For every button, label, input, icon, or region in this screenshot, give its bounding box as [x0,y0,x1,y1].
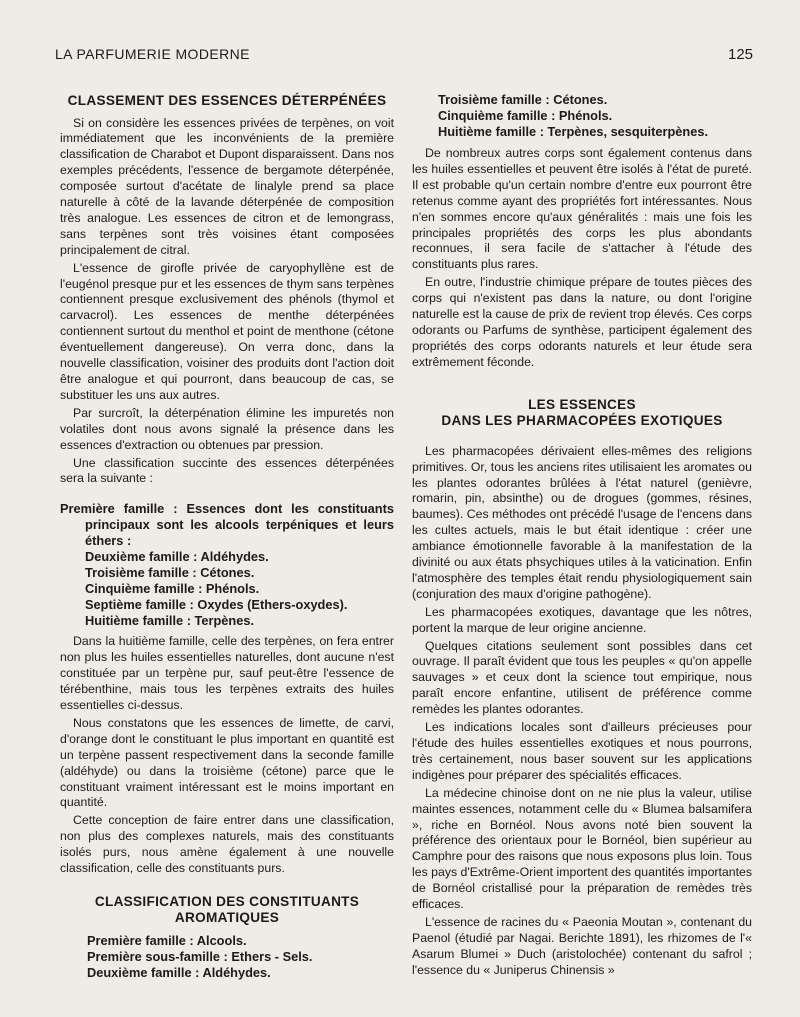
paragraph: En outre, l'industrie chimique prépare de toutes pièces des corps qui n'existent pas dans la nature, ou dont l'origine naturelle est la cause de prix de revient trop élevés. Ces corps odorants ou Parfums de synthèse, participent également des propriétés des corps odorants naturels et leur étude sera extrêmement féconde. [412,275,752,369]
paragraph: Les pharmacopées exotiques, davantage que les nôtres, portent la marque de leur origine ancienne. [412,604,752,635]
paragraph: Par surcroît, la déterpénation élimine les impuretés non volatiles dont nous avons signalé la présence dans les essences d'extraction ou obtenues par pression. [60,405,394,452]
right-column [412,92,752,981]
paragraph: De nombreux autres corps sont également contenus dans les huiles essentielles et peuvent être isolés à l'état de pureté. Il est probable qu'un certain nombre d'entre eux pourront être retenus comme ayant des propriétés fort intéressantes. Nous n'en sommes encore qu'aux généralités : mais une fois les principales propriétés des corps les plus abondants reconnues, il sera facile de s'attacher à l'étude des constituants plus rares. [412,146,752,272]
paragraph: Dans la huitième famille, celle des terpènes, on fera entrer non plus les huiles essentielles naturelles, dont aucune n'est constituée par un terpène pur, sauf peut-être l'essence de térébenthine, mais tous les terpènes extraits des huiles essentielles ci-dessus. [60,634,394,712]
paragraph: Nous constatons que les essences de limette, de carvi, d'orange dont le constituant le plus important en quantité est un terpène passent respectivement dans la seconde famille (aldéhyde) ou dans la troisième (cétone) parce que le constituant vraiment intéressant est le moins important en quantité. [60,715,394,810]
family-list-continued [412,92,752,140]
paragraph: Si on considère les essences privées de terpènes, on voit immédiatement que les inconvénients de la première classification de Charabot et Dupont disparaissent. Dans nos exemples précédents, l'essence de bergamote déterpénée, composée surtout d'acétate de linalyle prend sa place naturelle à côté de la lavande déterpénée de composition très analogue. Les essences de citron et de lemongrass, sans terpènes sont très voisines étant composées principalement de citral. [60,115,394,257]
left-column [60,93,394,981]
page-number: 125 [728,46,754,63]
paragraph: L'essence de racines du « Paeonia Moutan », contenant du Paenol (étudié par Nagai. Berichte 1891), les rhizomes de l'« Asarum Blumei » Duch (aristolochée) contenant du safrol ; l'essence du « Juniperus Chinensis » [412,914,752,977]
family-item: Première famille : Alcools. [87,932,247,948]
family-item: Septième famille : Oxydes (Ethers-oxydes). [85,597,348,613]
paragraph: Quelques citations seulement sont possibles dans cet ouvrage. Il paraît évident que tous les peuples « qu'on appelle sauvages » et ceux dont la science tout empirique, nous paraît encore enfantine, utilisent de préférence comme remèdes les plantes odorantes. [412,638,752,717]
family-item: Troisième famille : Cétones. [438,92,608,107]
heading-classification: CLASSIFICATION DES CONSTITUANTS AROMATIQUES [94,893,360,926]
family-item: Deuxième famille : Aldéhydes. [87,964,271,980]
family-list-deterpenated [60,501,394,629]
paragraph: La médecine chinoise dont on ne nie plus la valeur, utilise maintes essences, notamment celle du « Blumea balsamifera », riche en Bornéol. Nous avons noté bien souvent la préférence des orientaux pour le Bornéol, bien supérieur au Camphre pour des raisons que nous exposons plus loin. Tous les pays d'Extrême-Orient importent des quantités importantes de Bornéol cristallisé pour la préparation de remèdes très efficaces. [412,785,752,912]
heading-classement: CLASSEMENT DES ESSENCES DÉTERPÉNÉES [67,93,387,108]
running-title: LA PARFUMERIE MODERNE [55,46,250,62]
family-item: Première famille : Essences dont les constituants principaux sont les alcools terpéniques et leurs éthers : [60,501,394,549]
paragraph: L'essence de girofle privée de caryophyllène est de l'eugénol presque pur et les essences de thym sans terpènes contiennent presque exclusivement des phénols (thymol et carvacrol). Les essences de menthe déterpénées contiennent surtout du menthol et point de menthone (cétone éventuellement dangereuse). On verra donc, dans la nouvelle classification, voisiner des produits dont l'action doit être analogue et qui pourront, dans beaucoup de cas, se substituer les uns aux autres. [60,260,394,402]
heading-pharmacopees: LES ESSENCES DANS LES PHARMACOPÉES EXOTIQUES [441,396,723,429]
paragraph: Une classification succinte des essences déterpénées sera la suivante : [60,455,394,486]
family-list-constituents [60,933,394,981]
family-item: Cinquième famille : Phénols. [85,581,260,597]
family-item: Troisième famille : Cétones. [85,565,255,581]
family-item: Huitième famille : Terpènes. [85,613,255,629]
paragraph: Les indications locales sont d'ailleurs précieuses pour l'étude des huiles essentielles exotiques et nous pourrons, très certainement, nous baser souvent sur les applications indigènes pour préparer des spécialités efficaces. [412,720,752,782]
paragraph: Les pharmacopées dérivaient elles-mêmes des religions primitives. Or, tous les anciens rites utilisaient les aromates ou les plantes odorantes brûlées à l'état naturel (genièvre, romarin, pin, absinthe) ou de drogues (gommes, résines, baumes). Ces méthodes ont précédé l'usage de l'encens dans les cultes actuels, mais le but était identique : créer une ambiance émotionnelle favorable à la manifestation de la divinité ou aux états phsychiques utiles à la vaticination. Enfin l'atmosphère des temples était rendu physiologiquement sain (conjuration des maux d'origine pathogène). [412,443,752,601]
paragraph: Cette conception de faire entrer dans une classification, non plus des complexes naturels, mais des constituants isolés purs, nous amène également à une nouvelle classification, celle des constituants purs. [60,813,394,876]
family-item: Première sous-famille : Ethers - Sels. [87,948,313,964]
family-item: Cinquième famille : Phénols. [438,108,613,123]
family-item: Huitième famille : Terpènes, sesquiterpènes. [438,124,709,139]
family-item: Deuxième famille : Aldéhydes. [85,549,269,565]
